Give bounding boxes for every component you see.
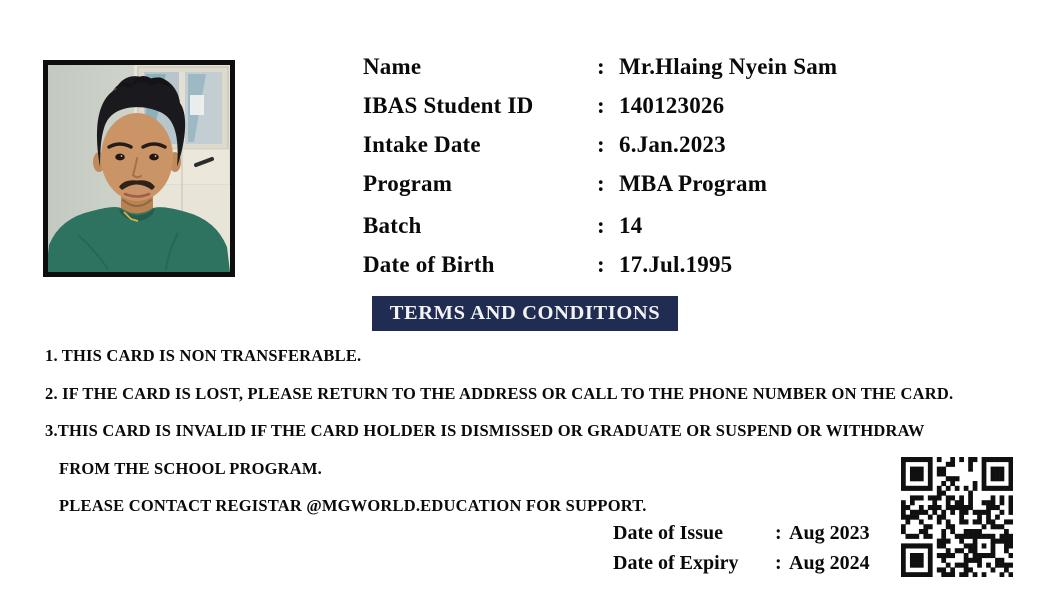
- qr-code: [901, 457, 1013, 577]
- terms-item-3-continued: FROM THE SCHOOL PROGRAM.: [59, 458, 323, 478]
- date-of-expiry-value: Aug 2024: [789, 551, 870, 574]
- field-value: 140123026: [619, 92, 725, 118]
- field-row-name: [363, 47, 923, 86]
- student-info-fields: [363, 47, 923, 284]
- date-of-expiry-row: [613, 548, 870, 578]
- field-label: Program: [363, 170, 453, 196]
- terms-item-1: 1. THIS CARD IS NON TRANSFERABLE.: [45, 346, 362, 365]
- field-colon: :: [597, 212, 605, 238]
- terms-item-2: 2. IF THE CARD IS LOST, PLEASE RETURN TO THE ADDRESS OR CALL TO THE PHONE NUMBER ON THE CARD.: [45, 383, 954, 403]
- date-of-issue-value: Aug 2023: [789, 521, 870, 544]
- field-row-program: [363, 164, 923, 203]
- field-label: Batch: [363, 212, 422, 238]
- date-of-expiry-label: Date of Expiry: [613, 551, 739, 574]
- field-row-intake-date: [363, 125, 923, 164]
- field-value: 14: [619, 212, 643, 238]
- terms-list: [45, 347, 1020, 535]
- terms-support-note: PLEASE CONTACT REGISTAR @MGWORLD.EDUCATION FOR SUPPORT.: [59, 496, 647, 515]
- field-colon: :: [597, 53, 605, 79]
- field-label: Name: [363, 53, 422, 79]
- field-row-batch: [363, 206, 923, 245]
- date-of-issue-colon: :: [775, 521, 782, 544]
- qr-code-pattern: [901, 457, 1013, 577]
- field-colon: :: [597, 251, 605, 277]
- field-value: 6.Jan.2023: [619, 131, 726, 157]
- field-value: 17.Jul.1995: [619, 251, 733, 277]
- terms-and-conditions-banner: [372, 296, 678, 331]
- terms-heading: TERMS AND CONDITIONS: [389, 302, 661, 324]
- date-of-issue-label: Date of Issue: [613, 521, 723, 544]
- field-label: Date of Birth: [363, 251, 495, 277]
- field-value: MBA Program: [619, 170, 768, 196]
- field-label: Intake Date: [363, 131, 481, 157]
- field-row-student-id: [363, 86, 923, 125]
- date-of-issue-row: [613, 518, 870, 548]
- field-value: Mr.Hlaing Nyein Sam: [619, 53, 838, 79]
- terms-item-3: 3.THIS CARD IS INVALID IF THE CARD HOLDER IS DISMISSED OR GRADUATE OR SUSPEND OR WITHDRAW: [45, 421, 925, 440]
- validity-dates: [613, 518, 870, 578]
- student-photo-frame: [43, 60, 235, 277]
- field-colon: :: [597, 92, 605, 118]
- student-portrait-photo: [48, 65, 230, 272]
- date-of-expiry-colon: :: [775, 551, 782, 574]
- field-colon: :: [597, 170, 605, 196]
- field-label: IBAS Student ID: [363, 92, 534, 118]
- field-colon: :: [597, 131, 605, 157]
- field-row-date-of-birth: [363, 245, 923, 284]
